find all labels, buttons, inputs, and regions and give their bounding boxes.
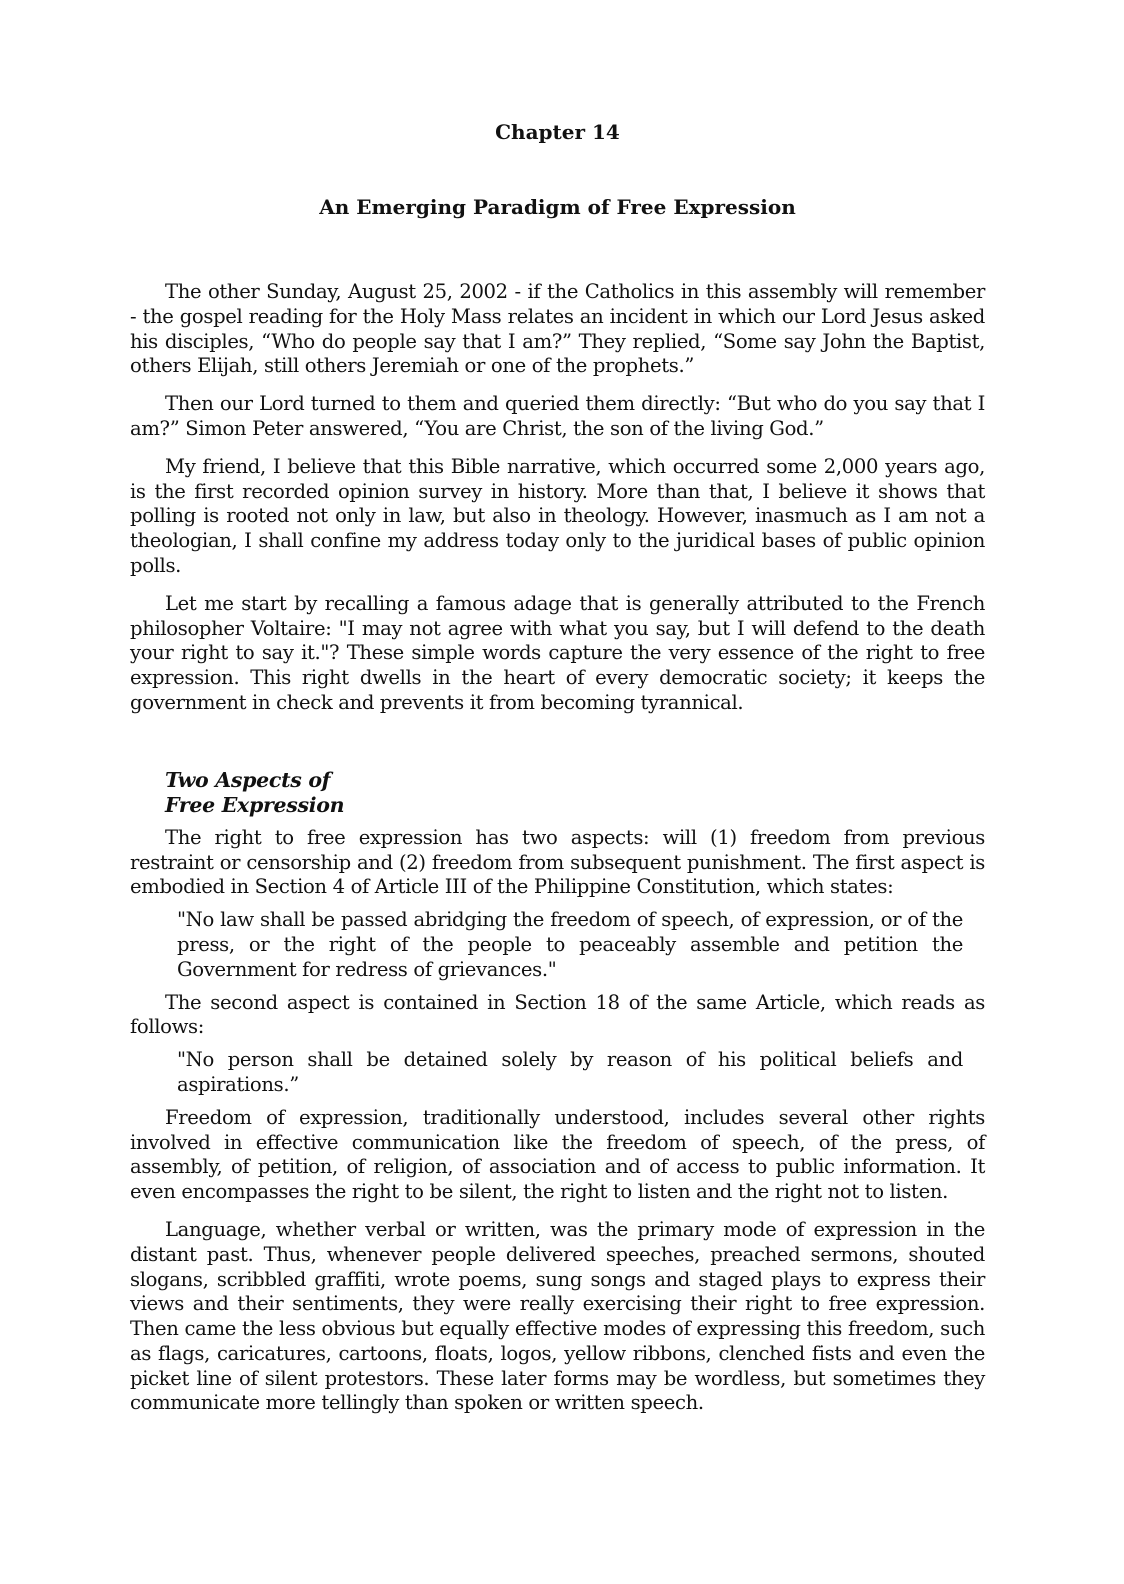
paragraph-simon-peter: Then our Lord turned to them and queried them directly: “But who do you say that I am?” Simon Peter answered, “You are Christ, the son of the living God.” bbox=[130, 392, 985, 440]
section-heading bbox=[165, 768, 985, 818]
quote-section-18: "No person shall be detained solely by reason of his political beliefs and aspirations.” bbox=[177, 1048, 963, 1096]
chapter-number: Chapter 14 bbox=[495, 120, 620, 144]
paragraph-freedom-includes: Freedom of expression, traditionally understood, includes several other rights involved in effective communication like the freedom of speech, of the press, of assembly, of petition, of religion, of association and of access to public information. It even encompasses the right to be silent, the right to listen and the right not to listen. bbox=[130, 1105, 985, 1204]
paragraph-language: Language, whether verbal or written, was the primary mode of expression in the distant past. Thus, whenever people delivered speeches, preached sermons, shouted slogans, scribbled graffiti, wrote poems, sung songs and staged plays to express their views and their sentiments, they were really exercising their right to free expression. Then came the less obvious but equally effective modes of expressing this freedom, such as flags, caricatures, cartoons, floats, logos, yellow ribbons, clenched fists and even the picket line of silent protestors. These later forms may be wordless, but sometimes they communicate more tellingly than spoken or written speech. bbox=[130, 1217, 985, 1415]
paragraph-sunday-gospel: The other Sunday, August 25, 2002 - if the Catholics in this assembly will remember - the gospel reading for the Holy Mass relates an incident in which our Lord Jesus asked his disciples, “Who do people say that I am?” They replied, “Some say John the Baptist, others Elijah, still others Jeremiah or one of the prophets.” bbox=[130, 280, 985, 378]
paragraph-opinion-survey: My friend, I believe that this Bible narrative, which occurred some 2,000 years ago, is the first recorded opinion survey in history. More than that, I believe it shows that polling is rooted not only in law, but also in theology. However, inasmuch as I am not a theologian, I shall confine my address today only to the juridical bases of public opinion polls. bbox=[130, 454, 985, 577]
section-heading-line1: Two Aspects of bbox=[165, 767, 331, 792]
section-heading-line2: Free Expression bbox=[165, 792, 345, 817]
paragraph-two-aspects: The right to free expression has two aspects: will (1) freedom from previous restraint or censorship and (2) freedom from subsequent punishment. The first aspect is embodied in Section 4 of Article III of the Philippine Constitution, which states: bbox=[130, 825, 985, 899]
document-page bbox=[130, 0, 985, 1584]
chapter-title: An Emerging Paradigm of Free Expression bbox=[319, 195, 796, 219]
paragraph-second-aspect: The second aspect is contained in Section 18 of the same Article, which reads as follows: bbox=[130, 990, 985, 1039]
chapter-body bbox=[130, 280, 985, 1429]
quote-section-4: "No law shall be passed abridging the freedom of speech, of expression, or of the press, or the right of the people to peaceably assemble and petition the Government for redress of grievances." bbox=[177, 908, 963, 981]
paragraph-voltaire: Let me start by recalling a famous adage that is generally attributed to the French philosopher Voltaire: "I may not agree with what you say, but I will defend to the death your right to say it."? These simple words capture the very essence of the right to free expression. This right dwells in the heart of every democratic society; it keeps the government in check and prevents it from becoming tyrannical. bbox=[130, 591, 985, 714]
